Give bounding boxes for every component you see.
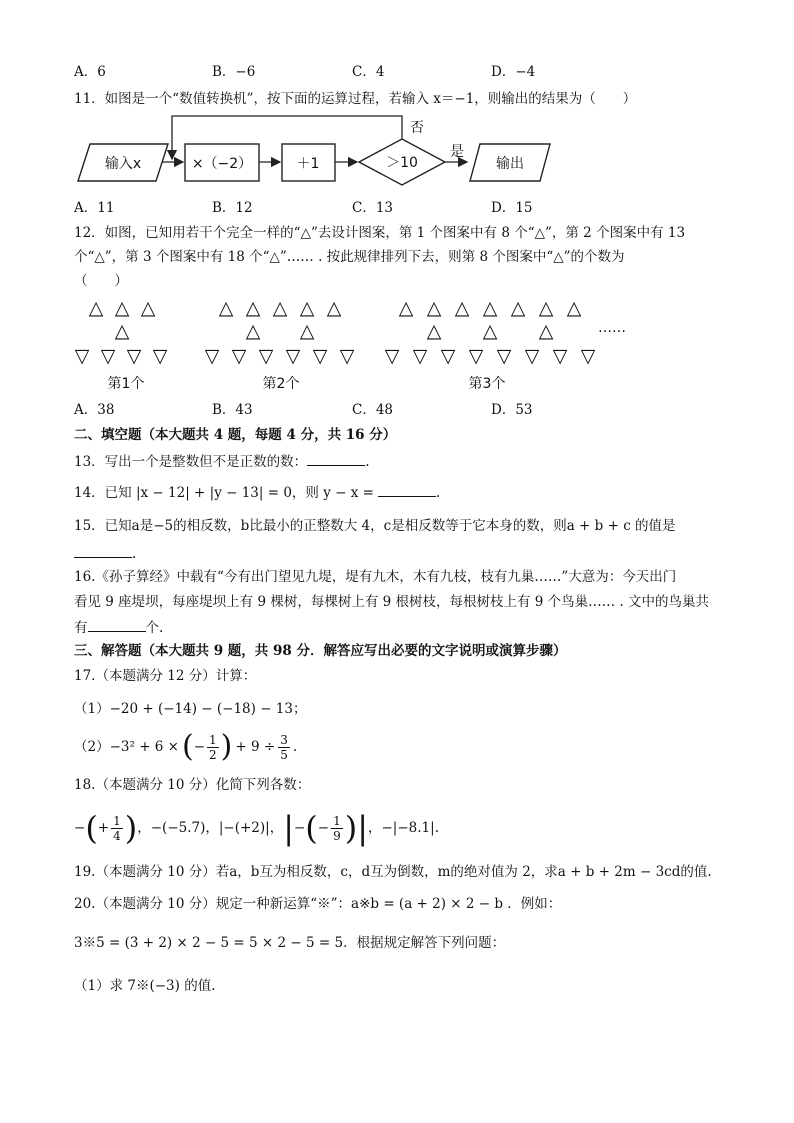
q20-line2: 3※5 = (3 + 2) × 2 − 5 = 5 × 2 − 5 = 5．根据规定解答下列问题： — [74, 935, 506, 951]
q18-f2-den: 9 — [333, 828, 341, 843]
q15-end: . — [132, 546, 137, 562]
pattern3-bottom-triangle: ▽ — [580, 345, 596, 367]
q10-option-d: D．−4 — [491, 64, 536, 80]
q10-option-c: C．4 — [352, 64, 385, 80]
q12-option-b: B．43 — [212, 402, 253, 418]
q12-question-line1: 12．如图，已知用若干个完全一样的“△”去设计图案，第 1 个图案中有 8 个“△”，第 2 个图案中有 13 — [74, 225, 686, 241]
q17-part2-a: （2）−3² + 6 × — [74, 739, 179, 755]
q17-frac-num: 1 — [209, 732, 217, 747]
pattern1-top-triangle: △ — [140, 297, 156, 319]
pattern1-bottom-triangle: ▽ — [126, 345, 142, 367]
q14-text: 14．已知 |x − 12| + |y − 13| = 0，则 y − x = — [74, 485, 374, 501]
q14-end: . — [435, 485, 441, 501]
q12-option-a: A．38 — [74, 402, 115, 418]
pattern2-top-triangle: △ — [218, 297, 234, 319]
pattern2-label: 第2个 — [262, 376, 300, 392]
q18-f1-den: 4 — [113, 828, 121, 843]
q17-part1: （1）−20 + (−14) − (−18) − 13； — [74, 701, 307, 717]
q18-segment-b: ，−|−8.1|. — [368, 820, 439, 836]
pattern3-top-triangle: △ — [398, 297, 414, 319]
q15-answer-line — [74, 543, 136, 564]
q19-question: 19.（本题满分 10 分）若a，b互为相反数，c，d互为倒数，m的绝对值为 2，求a + b + 2m − 3cd的值. — [74, 864, 712, 880]
q20-part1: （1）求 7※(−3) 的值. — [74, 978, 216, 994]
q17-part2-end: . — [292, 739, 298, 755]
q13-text: 13．写出一个是整数但不是正数的数： — [74, 454, 308, 470]
q18-segment-a: ，−(−5.7)，|−(+2)|， — [137, 820, 284, 836]
pattern3-top-triangle: △ — [538, 297, 554, 319]
q13-question — [74, 451, 369, 472]
pattern2-bottom-triangle: ▽ — [258, 345, 274, 367]
pattern3-bottom-triangle: ▽ — [524, 345, 540, 367]
pattern3-bottom-triangle: ▽ — [552, 345, 568, 367]
q17-frac-den: 2 — [209, 747, 217, 762]
q18-f1-num: 1 — [113, 813, 121, 828]
pattern1-top-triangle: △ — [88, 297, 104, 319]
pattern3-middle-triangle: △ — [426, 320, 442, 342]
pattern3-bottom-triangle: ▽ — [384, 345, 400, 367]
pattern1-label: 第1个 — [107, 376, 145, 392]
pattern1-top-triangle: △ — [114, 297, 130, 319]
pattern2-bottom-triangle: ▽ — [204, 345, 220, 367]
q16-line3 — [74, 617, 163, 638]
pattern3-bottom-triangle: ▽ — [440, 345, 456, 367]
q18-fraction-ninth — [331, 814, 343, 843]
pattern-ellipsis: …… — [598, 320, 626, 336]
q15-question: 15．已知a是−5的相反数，b比最小的正整数大 4，c是相反数等于它本身的数，则a + b + c 的值是 — [74, 518, 676, 534]
pattern2-bottom-triangle: ▽ — [339, 345, 355, 367]
q15-answer-blank[interactable] — [74, 543, 132, 558]
q13-answer-blank[interactable] — [307, 451, 365, 466]
pattern2-top-triangle: △ — [326, 297, 342, 319]
pattern1-bottom-triangle: ▽ — [100, 345, 116, 367]
q11-option-a: A．11 — [74, 200, 115, 216]
pattern3-top-triangle: △ — [482, 297, 498, 319]
q18-question: 18.（本题满分 10 分）化简下列各数： — [74, 777, 311, 793]
pattern3-middle-triangle: △ — [482, 320, 498, 342]
q17-frac2-den: 5 — [280, 747, 288, 762]
q12-option-c: C．48 — [352, 402, 394, 418]
q16-answer-blank[interactable] — [88, 617, 146, 632]
q16-text-a: 有 — [74, 620, 88, 636]
q11-question: 11．如图是一个“数值转换机”，按下面的运算过程，若输入 x＝−1，则输出的结果为（ ） — [74, 91, 637, 107]
pattern3-top-triangle: △ — [566, 297, 582, 319]
flow-condition-label: ＞10 — [386, 155, 418, 171]
q17-fraction-half — [207, 733, 219, 762]
pattern2-top-triangle: △ — [272, 297, 288, 319]
q17-part2: （2）−3² + 6 × ( − $\frac{1}{2}$ ) + 9 ÷ $\frac{3}{5}$ . — [74, 729, 298, 764]
q11-option-c: C．13 — [352, 200, 394, 216]
q17-frac2-num: 3 — [280, 732, 288, 747]
q12-option-d: D．53 — [491, 402, 533, 418]
pattern2-top-triangle: △ — [299, 297, 315, 319]
pattern3-middle-triangle: △ — [538, 320, 554, 342]
q16-line2: 看见 9 座堤坝，每座堤坝上有 9 棵树，每棵树上有 9 根树枝，每根树枝上有 9 个鸟巢…… . 文中的鸟巢共 — [74, 594, 710, 610]
pattern2-bottom-triangle: ▽ — [231, 345, 247, 367]
q10-option-b: B．−6 — [212, 64, 256, 80]
q18-f2-num: 1 — [333, 813, 341, 828]
flow-output-label: 输出 — [496, 156, 524, 172]
section2-title: 二、填空题（本大题共 4 题，每题 4 分，共 16 分） — [74, 427, 397, 443]
pattern1-bottom-triangle: ▽ — [152, 345, 168, 367]
pattern3-bottom-triangle: ▽ — [412, 345, 428, 367]
pattern3-bottom-triangle: ▽ — [496, 345, 512, 367]
pattern3-top-triangle: △ — [426, 297, 442, 319]
q17-part2-b: + 9 ÷ — [235, 739, 276, 755]
pattern3-top-triangle: △ — [454, 297, 470, 319]
q11-flowchart — [0, 0, 794, 200]
q16-text-b: 个. — [145, 620, 164, 636]
pattern3-bottom-triangle: ▽ — [468, 345, 484, 367]
pattern2-middle-triangle: △ — [299, 320, 315, 342]
q12-question-line2: 个“△”，第 3 个图案中有 18 个“△”…… . 按此规律排列下去，则第 8 个图案中“△”的个数为 — [74, 249, 625, 265]
pattern3-top-triangle: △ — [510, 297, 526, 319]
flow-input-label: 输入x — [104, 156, 142, 172]
q16-line1: 16.《孙子算经》中载有“今有出门望见九堤，堤有九木，木有九枝，枝有九巢……”大意为：今天出门 — [74, 569, 677, 585]
pattern1-middle-triangle: △ — [114, 320, 130, 342]
q18-fraction-quarter — [111, 814, 123, 843]
pattern3-label: 第3个 — [468, 376, 506, 392]
q17-fraction-three-fifths — [278, 733, 290, 762]
pattern1-bottom-triangle: ▽ — [74, 345, 90, 367]
section3-title: 三、解答题（本大题共 9 题，共 98 分．解答应写出必要的文字说明或演算步骤） — [74, 643, 567, 659]
q13-end: . — [365, 454, 370, 470]
pattern2-middle-triangle: △ — [245, 320, 261, 342]
q14-answer-blank[interactable] — [378, 482, 436, 497]
q17-question: 17.（本题满分 12 分）计算： — [74, 668, 257, 684]
q11-option-b: B．12 — [212, 200, 253, 216]
q11-option-d: D．15 — [491, 200, 533, 216]
pattern2-bottom-triangle: ▽ — [285, 345, 301, 367]
flow-add-label: ＋1 — [296, 156, 320, 172]
q18-items: − ( + $\frac{1}{4}$ ) ，−(−5.7)，|−(+2)|， | − ( − $\frac{1}{9}$ )| ，−|−8.1|. — [74, 809, 439, 847]
flow-yes-label: 是 — [450, 144, 464, 160]
q14-question — [74, 482, 440, 503]
q10-option-a: A．6 — [74, 64, 106, 80]
q12-question-line3: （ ） — [74, 273, 128, 289]
pattern2-bottom-triangle: ▽ — [312, 345, 328, 367]
flow-no-label: 否 — [410, 120, 424, 136]
q20-line1: 20.（本题满分 10 分）规定一种新运算“※”：a※b = (a + 2) × 2 − b ．例如： — [74, 896, 562, 912]
flow-multiply-label: ×（−2） — [191, 156, 253, 172]
q12-triangle-figure — [0, 290, 794, 400]
pattern2-top-triangle: △ — [245, 297, 261, 319]
